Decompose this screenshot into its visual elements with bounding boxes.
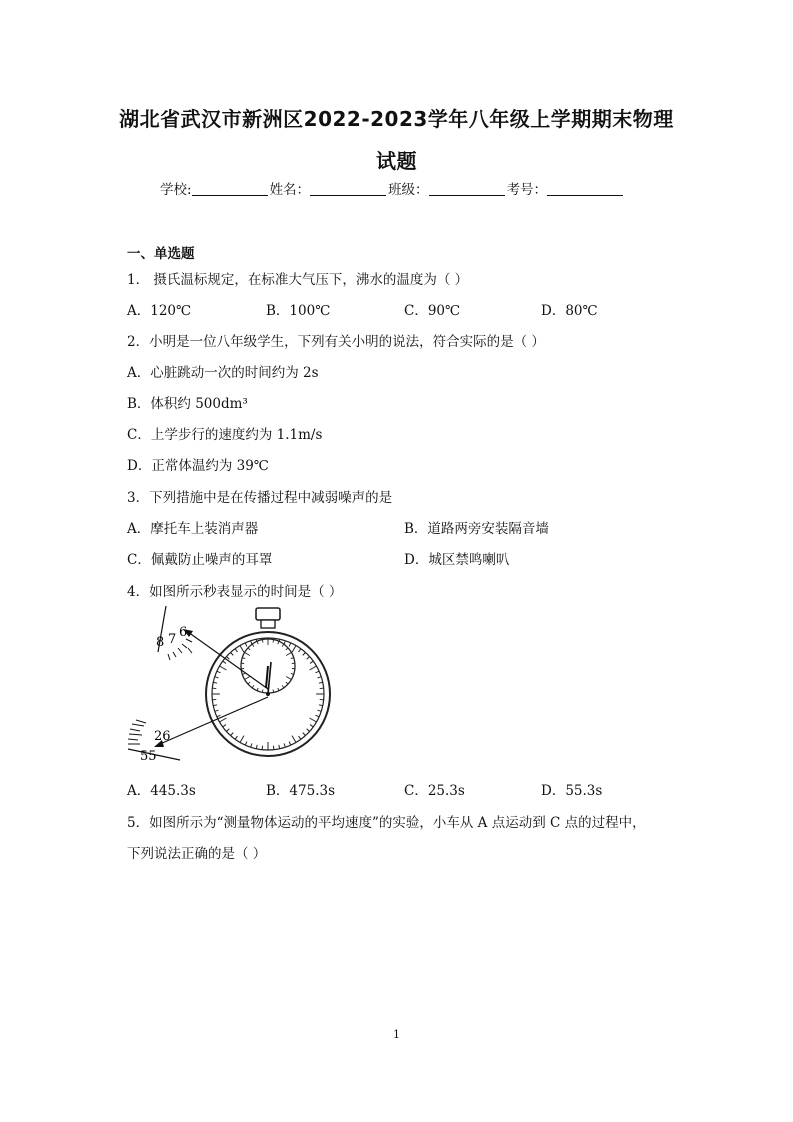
- q1-option-d[interactable]: D．80℃: [541, 303, 598, 319]
- minute-tick: [262, 689, 263, 692]
- q4-option-b[interactable]: B．475.3s: [266, 783, 335, 799]
- question-3-text: 3．下列措施中是在传播过程中减弱噪声的是: [127, 490, 393, 506]
- question-4-text: 4．如图所示秒表显示的时间是（ ）: [127, 584, 343, 600]
- q2-option-d[interactable]: D．正常体温约为 39℃: [127, 458, 269, 474]
- exam-title-line1: 湖北省武汉市新洲区2022-2023学年八年级上学期期末物理: [119, 107, 674, 131]
- minute-tick: [273, 640, 274, 643]
- class-label: 班级：: [388, 182, 429, 198]
- name-label: 姓名：: [269, 182, 311, 198]
- question-2-text: 2．小明是一位八年级学生，下列有关小明的说法，符合实际的是（ ）: [127, 334, 545, 350]
- second-label-26: 26: [154, 729, 171, 744]
- name-blank[interactable]: [310, 182, 386, 196]
- stopwatch-stem: [261, 620, 275, 628]
- school-blank[interactable]: [192, 182, 268, 196]
- q2-option-a[interactable]: A．心脏跳动一次的时间约为 2s: [127, 365, 319, 381]
- q4-option-d[interactable]: D．55.3s: [541, 783, 603, 799]
- number-label: 考号：: [506, 182, 548, 198]
- q2-option-b[interactable]: B．体积约 500dm³: [127, 396, 248, 412]
- second-zoom-ticks: [128, 720, 146, 744]
- q3-option-c[interactable]: C．佩戴防止噪声的耳罩: [127, 552, 273, 568]
- student-info-row: [160, 178, 625, 198]
- q1-option-b[interactable]: B．100℃: [266, 303, 331, 319]
- minute-tick: [273, 689, 274, 692]
- page-number: 1: [393, 1028, 400, 1041]
- question-1-text: 1． 摄氏温标规定，在标准大气压下，沸水的温度为（ ）: [127, 272, 469, 288]
- q3-option-d[interactable]: D．城区禁鸣喇叭: [404, 552, 510, 568]
- question-5-text-line2: 下列说法正确的是（ ）: [127, 846, 267, 862]
- minute-label-8: 8: [156, 635, 165, 650]
- q1-option-a[interactable]: A．120℃: [127, 303, 192, 319]
- question-5-text-line1: 5．如图所示为“测量物体运动的平均速度”的实验，小车从 A 点运动到 C 点的过程中，: [127, 815, 646, 831]
- class-blank[interactable]: [429, 182, 505, 196]
- q4-option-c[interactable]: C．25.3s: [404, 783, 465, 799]
- second-label-55: 55: [140, 749, 157, 764]
- exam-title-line2: 试题: [376, 149, 417, 173]
- stopwatch-button: [256, 608, 280, 620]
- q3-option-b[interactable]: B．道路两旁安装隔音墙: [404, 521, 549, 537]
- q1-option-c[interactable]: C．90℃: [404, 303, 461, 319]
- minute-tick: [262, 640, 263, 643]
- stopwatch-figure: [120, 604, 335, 770]
- school-label: 学校:: [160, 182, 192, 198]
- section-heading: 一、单选题: [127, 246, 195, 262]
- q2-option-c[interactable]: C．上学步行的速度约为 1.1m/s: [127, 427, 323, 443]
- q3-option-a[interactable]: A．摩托车上装消声器: [127, 521, 259, 537]
- minute-label-7: 7: [168, 632, 177, 647]
- center-pivot: [266, 692, 270, 696]
- number-blank[interactable]: [547, 182, 623, 196]
- minute-label-6: 6: [179, 625, 188, 640]
- q4-option-a[interactable]: A．445.3s: [127, 783, 196, 799]
